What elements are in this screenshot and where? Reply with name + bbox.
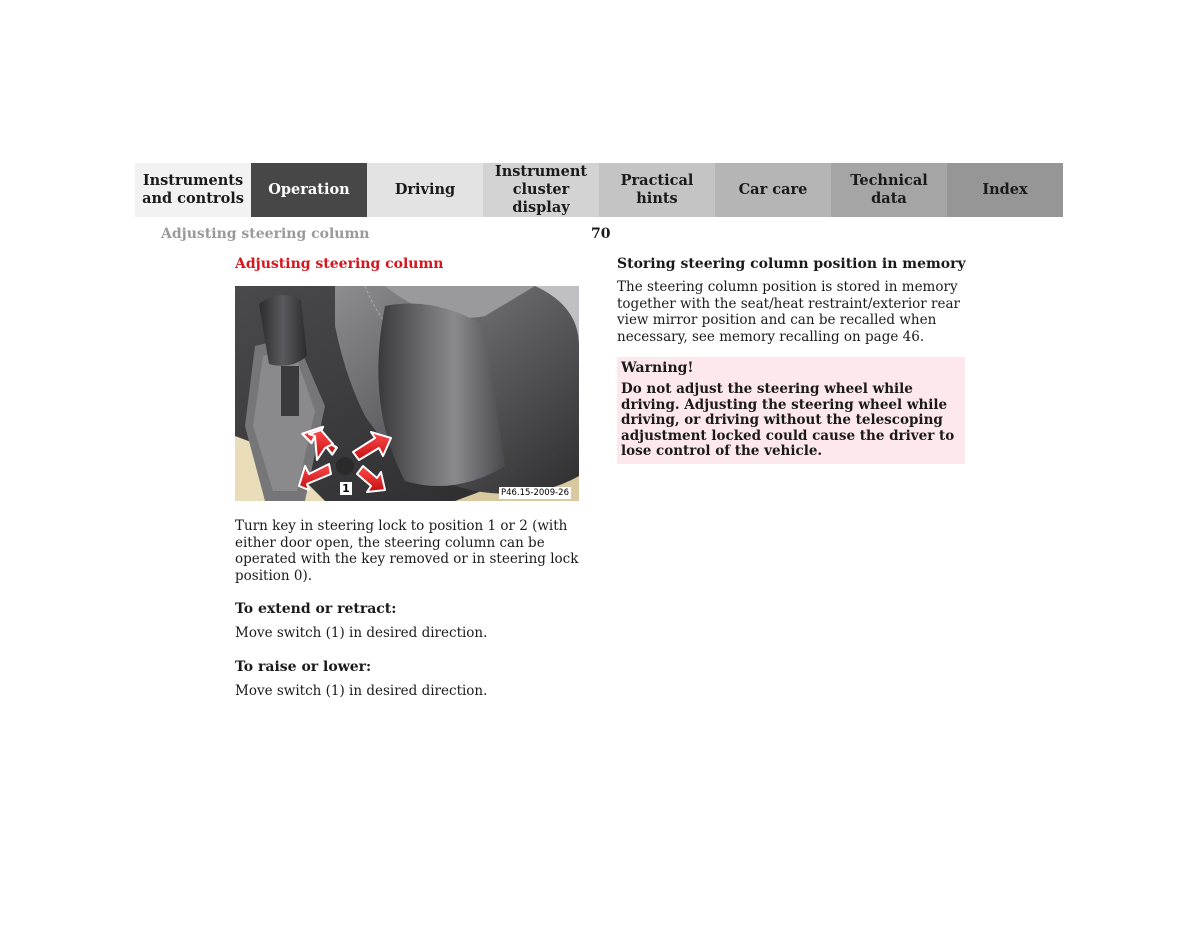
tab-driving[interactable]: Driving (367, 163, 483, 217)
memory-heading: Storing steering column position in memory (617, 256, 966, 272)
right-column (617, 256, 967, 464)
section-title: Adjusting steering column (235, 256, 444, 272)
extend-heading: To extend or retract: (235, 601, 397, 617)
steering-column-illustration (235, 286, 579, 501)
raise-heading: To raise or lower: (235, 658, 372, 675)
running-head: Adjusting steering column (161, 226, 370, 242)
steering-column-drawing (235, 286, 579, 501)
warning-text: Do not adjust the steering wheel while driving. Adjusting the steering wheel while driving, or driving without the telescoping adjustment locked could cause the driver to lose control of the vehicle. (621, 381, 955, 459)
extend-text: Move switch (1) in desired direction. (235, 625, 488, 641)
page-number: 70 (591, 226, 611, 242)
tab-index[interactable]: Index (947, 163, 1063, 217)
chapter-nav (135, 163, 1064, 217)
warning-title: Warning! (621, 360, 694, 376)
intro-text: Turn key in steering lock to position 1 or 2 (with either door open, the steering column can be operated with the key removed or in steering lock position 0). (235, 518, 579, 584)
tab-car-care[interactable]: Car care (715, 163, 831, 217)
memory-text: The steering column position is stored in memory together with the seat/heat restraint/exterior rear view mirror position and can be recalled when necessary, see memory recalling on page 46. (617, 279, 960, 345)
tab-technical-data[interactable]: Technical data (831, 163, 947, 217)
switch-label: 1 (340, 482, 352, 495)
figure-code: P46.15-2009-26 (500, 488, 569, 498)
tab-operation[interactable]: Operation (251, 163, 367, 217)
raise-text: Move switch (1) in desired direction. (235, 682, 488, 699)
left-column (235, 256, 585, 699)
tab-instrument-cluster-display[interactable]: Instrument cluster display (483, 163, 599, 217)
warning-box (617, 357, 965, 464)
tab-practical-hints[interactable]: Practical hints (599, 163, 715, 217)
tab-instruments-and-controls[interactable]: Instruments and controls (135, 163, 251, 217)
